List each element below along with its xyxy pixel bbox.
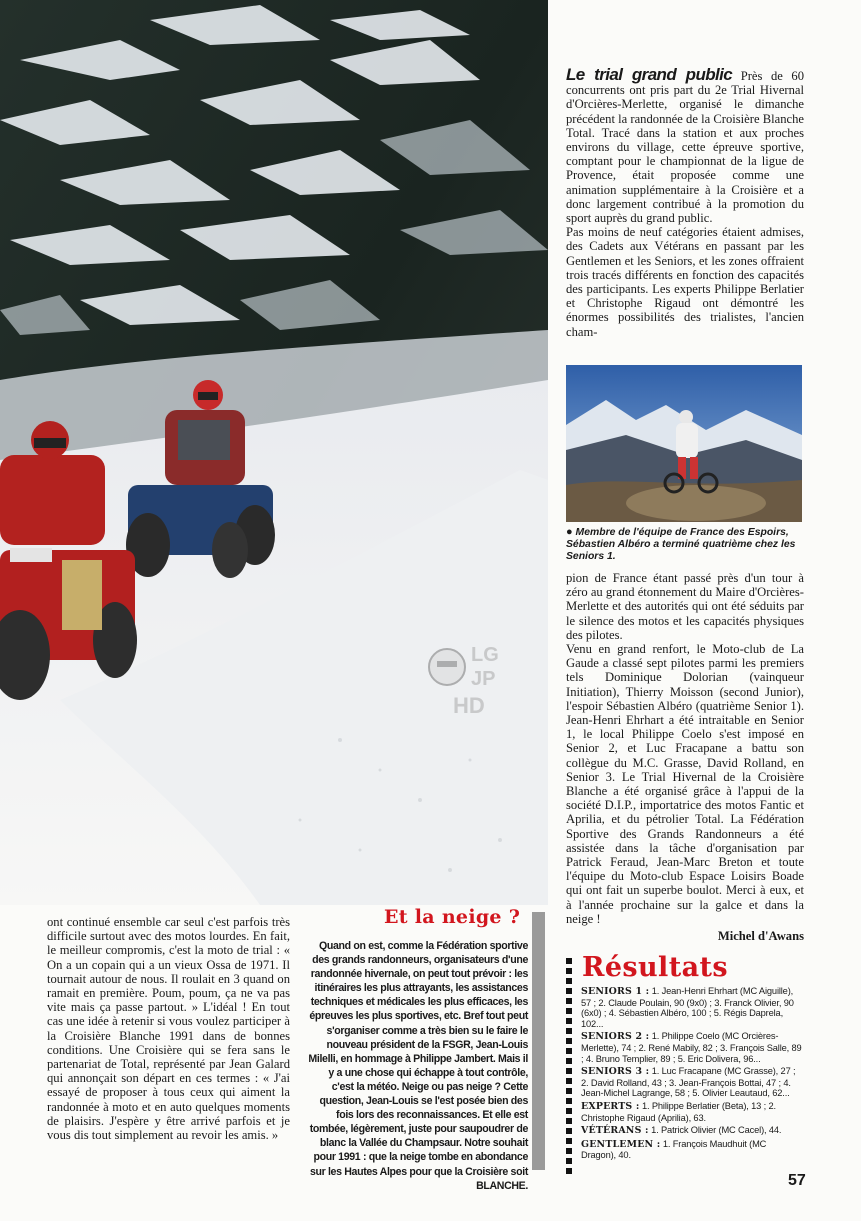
result-text: 1. François Maudhuit (MC Dragon), 40. xyxy=(581,1138,767,1161)
neige-box-title: Et la neige ? xyxy=(384,906,521,928)
result-text: 1. Luc Fracapane (MC Grasse), 27 ; 2. David Rolland, 43 ; 3. Jean-François Bottai, 47 ; 4. Jean-Michel Lagrange, 58 ; 5. Olivier Leautaud, 62... xyxy=(581,1066,796,1099)
result-category: SENIORS 1 : xyxy=(581,986,650,997)
result-entry-seniors-1 xyxy=(581,986,803,1029)
result-text: 1. Philippe Coelo (MC Orcières-Merlette), 74 ; 2. René Mabily, 82 ; 3. François Salle, 89 ; 4. Bruno Templier, 89 ; 5. Eric Dolivera, 96... xyxy=(581,1031,802,1064)
page-number: 57 xyxy=(788,1172,806,1189)
neige-box-side-bar xyxy=(532,912,545,1170)
watermark-text-1: LG xyxy=(471,644,499,666)
result-text: 1. Patrick Olivier (MC Cacel), 44. xyxy=(648,1125,782,1136)
results-title: Résultats xyxy=(582,952,728,983)
result-entry-veterans xyxy=(581,1125,803,1137)
author-signature: Michel d'Awans xyxy=(717,929,804,943)
watermark-text-2: JP xyxy=(471,668,496,690)
section-headline: Le trial grand public xyxy=(566,65,733,84)
result-text: 1. Philippe Berlatier (Beta), 13 ; 2. Christophe Rigaud (Aprilia), 63. xyxy=(581,1100,776,1123)
result-entry-gentlemen xyxy=(581,1139,803,1161)
results-list xyxy=(581,986,803,1163)
left-column-text: ont continué ensemble car seul c'est parfois très difficile surtout avec des motos lourdes. En fait, le meilleur compromis, c'est la moto de trial : « On a un copain qui a un vieux Ossa de 1971. Il tournait autour de nous. Il roulait en 3 quand on ramait en première. Poum, poum, ça ne va pas vite mais ça passe partout. » L'idéal ! En tout cas une idée à retenir si vous voulez participer à la Croisière Blanche 1991 dans de bonnes conditions. Une Croisière qui se fera sans le partenariat de Total, représenté par Jean Galard qui annonçait son départ en ces termes : « J'ai essayé de proposer à tous ceux qui aiment la randonnée à moto et en auto quelques moments de plaisirs. J'espère y être arrivé parfois et je vous dis tout simplement au revoir les amis. » xyxy=(47,915,290,1143)
watermark-logo xyxy=(425,637,517,719)
paragraph-1-text: Près de 60 concurrents ont pris part du 2e Trial Hivernal d'Orcières-Merlette, organisé le dimanche précédent la randonnée de la Croisière Blanche Total. Tracé dans la station et aux proches environs du village, cette épreuve sportive, comptant pour le championnat de la ligue de Provence, était proposée comme une animation supplémentaire à la Croisière et a donc largement contribué à la promotion du sport auprès du grand public. xyxy=(566,69,805,226)
article-right-bottom xyxy=(566,571,804,926)
result-category: GENTLEMEN : xyxy=(581,1138,661,1150)
article-paragraph-2: Pas moins de neuf catégories étaient admises, des Cadets aux Vétérans en passant par les Gentlemen et les Seniors, et les zones offraient trois tracés différents en fonction des capacités des participants. Les experts Philippe Berlatier et Christophe Rigaud ont démontré les énormes possibilités des trialistes, l'ancien cham- xyxy=(566,225,804,339)
article-paragraph-4: Venu en grand renfort, le Moto-club de La Gaude a classé sept pilotes parmi les premiers tels Dominique Dolorian (vainqueur Initiation), Thierry Moisson (second Junior), l'espoir Sébastien Albéro (quatrième Senior 1). Jean-Henri Ehrhart a été intraitable en Senior 1, le local Philippe Coelo s'est imposé en Senior 2, et Luc Fracapane a battu son collègue du M.C. Grasse, David Rolland, en Senior 3. Le Trial Hivernal de la Croisière Blanche a été organisé grâce à l'appui de la société D.I.P., importatrice des motos Fantic et Aprilia, et du pétrolier Total. La Fédération Sportive des Grands Randonneurs a été assistée dans la tâche d'organisation par Patrick Feraud, Jean-Marc Breton et toute l'équipe du Moto-club Espace Loisirs Boade qui ont fait un superbe boulot. Merci à eux, et à l'année prochaine sur la galce et dans la neige ! xyxy=(566,642,804,926)
photo-caption xyxy=(566,526,798,563)
results-dashed-border xyxy=(566,958,572,1176)
result-category: SENIORS 3 : xyxy=(581,1066,650,1078)
article-right-top xyxy=(566,65,805,339)
result-text: 1. Jean-Henri Ehrhart (MC Aiguille), 57 ; 2. Claude Poulain, 90 (9x0) ; 3. Franck Olivier, 90 (6x0) ; 4. Sébastien Albéro, 100 ; 5. Régis Daprela, 102... xyxy=(581,986,794,1029)
watermark-text-3: HD xyxy=(453,693,485,718)
result-category: SENIORS 2 : xyxy=(581,1031,650,1043)
article-paragraph-1 xyxy=(566,65,805,226)
result-category: EXPERTS : xyxy=(581,1100,640,1112)
neige-box-text: Quand on est, comme la Fédération sportive des grands randonneurs, organisateurs d'une randonnée hivernale, on peut tout prévoir : les itinéraires les plus attrayants, les assistances techniques et médicales les plus efficaces, les épreuves les plus sportives, etc. Bref tout peut s'organiser comme a très bien su le faire le nouveau président de la FSGR, Jean-Louis Milelli, en hommage à Philippe Jambert. Mais il y a une chose qui échappe à tout contrôle, c'est la météo. Neige ou pas neige ? Cette question, Jean-Louis se l'est posée bien des fois lors des reconnaissances. Et elle est tombée, légèrement, juste pour saupoudrer de blanc la Vallée du Champsaur. Notre souhait pour 1991 : que la neige tombe en abondance sur les Hautes Alpes pour que la Croisière soit BLANCHE. xyxy=(308,940,528,1192)
article-paragraph-3: pion de France étant passé près d'un tour à zéro au grand étonnement du Maire d'Orcières-Merlette et des autorités qui ont été séduits par le silence des motos et les capacités physiques des pilotes. xyxy=(566,571,804,642)
article-left-bottom xyxy=(47,915,290,1142)
bullet-icon: ● xyxy=(566,526,573,538)
inset-photo-trial-rider xyxy=(566,365,802,522)
caption-text: Membre de l'équipe de France des Espoirs, Sébastien Albéro a terminé quatrième chez les Seniors 1. xyxy=(566,527,796,562)
result-category: VÉTÉRANS : xyxy=(581,1125,649,1137)
result-entry-seniors-3 xyxy=(581,1066,803,1099)
result-entry-experts xyxy=(581,1101,803,1123)
result-entry-seniors-2 xyxy=(581,1031,803,1064)
main-photo-atv-snow xyxy=(0,0,548,905)
